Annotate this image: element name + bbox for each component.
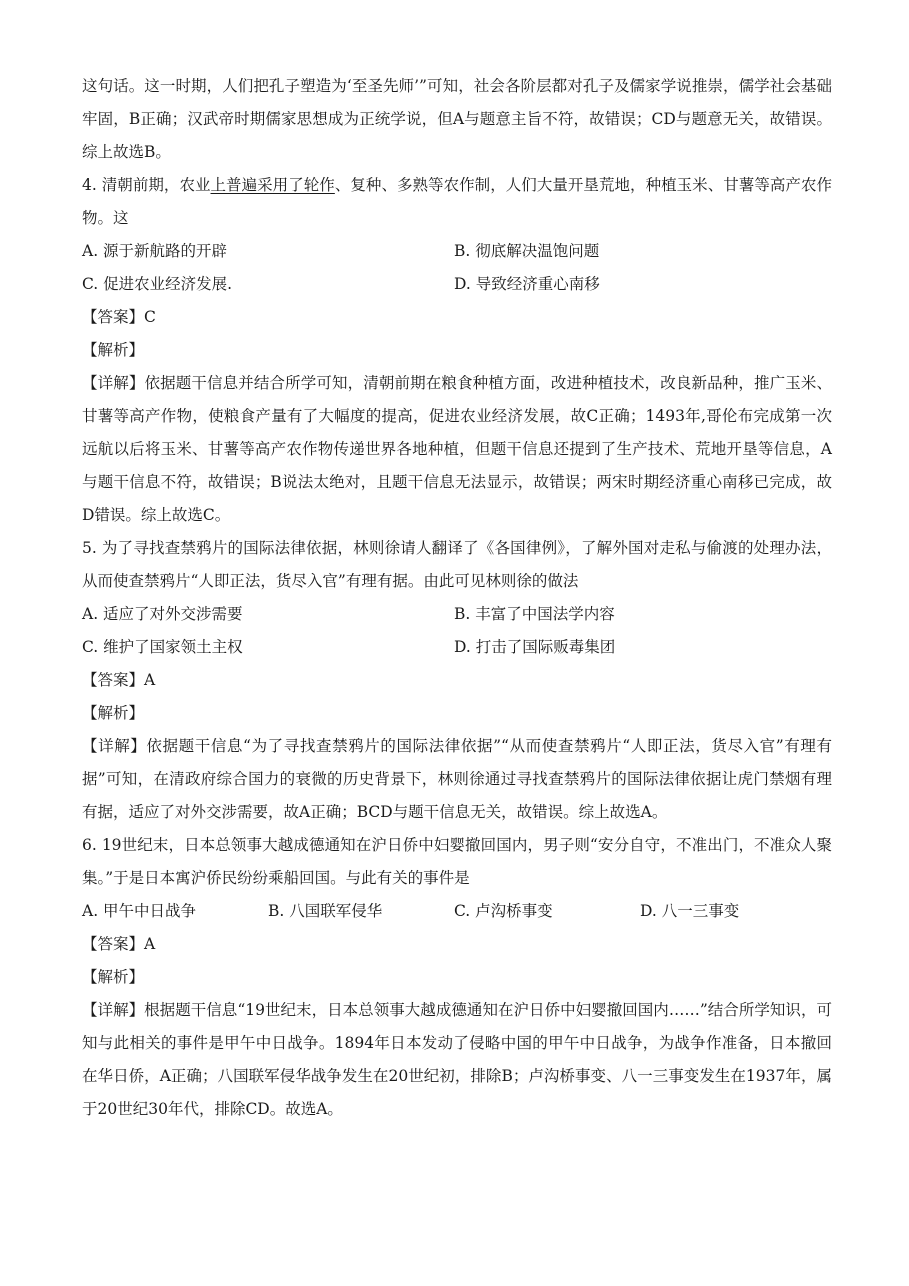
q3-analysis-tail: 这句话。这一时期，人们把孔子塑造为‘至圣先师’”可知，社会各阶层都对孔子及儒家学说推崇，儒学社会基础牢固，B正确；汉武帝时期儒家思想成为正统学说，但A与题意主旨不符，故错误；CD与题意无关，故错误。综上故选B。 <box>82 77 832 161</box>
q5-option-d: D. 打击了国际贩毒集团 <box>454 638 616 656</box>
q4-stem: 4. 清朝前期，农业上普遍采用了轮作、复种、多熟等农作制，人们大量开垦荒地，种植玉米、甘薯等高产农作物。这 <box>82 176 832 227</box>
q4-answer: 【答案】C <box>82 308 156 326</box>
q6-answer: 【答案】A <box>82 935 156 953</box>
q6-option-b: B. 八国联军侵华 <box>268 902 383 920</box>
q5-stem: 5. 为了寻找查禁鸦片的国际法律依据，林则徐请人翻译了《各国律例》，了解外国对走私与偷渡的处理办法，从而使查禁鸦片“人即正法，货尽入官”有理有据。由此可见林则徐的做法 <box>82 539 832 590</box>
q4-option-c: C. 促进农业经济发展. <box>82 275 233 293</box>
q6-option-c: C. 卢沟桥事变 <box>454 902 553 920</box>
q4-option-b: B. 彻底解决温饱问题 <box>454 242 600 260</box>
q5-option-c: C. 维护了国家领土主权 <box>82 638 243 656</box>
q6-options <box>82 895 832 928</box>
q4-underlined-text: 上普遍采用了轮作 <box>210 176 335 194</box>
q4-detail: 【详解】依据题干信息并结合所学可知，清朝前期在粮食种植方面，改进种植技术，改良新品种，推广玉米、甘薯等高产作物，使粮食产量有了大幅度的提高，促进农业经济发展，故C正确；1493年,哥伦布完成第一次远航以后将玉米、甘薯等高产农作物传递世界各地种植，但题干信息还提到了生产技术、荒地开垦等信息，A与题干信息不符，故错误；B说法太绝对，且题干信息无法显示，故错误；两宋时期经济重心南移已完成，故D错误。综上故选C。 <box>82 374 832 524</box>
content-column <box>82 70 832 1126</box>
q5-option-b: B. 丰富了中国法学内容 <box>454 605 615 623</box>
q6-analysis-label: 【解析】 <box>82 968 145 986</box>
q6-option-a: A. 甲午中日战争 <box>82 902 197 920</box>
q4-analysis-label: 【解析】 <box>82 341 145 359</box>
q4-option-a: A. 源于新航路的开辟 <box>82 242 228 260</box>
q6-stem: 6. 19世纪末，日本总领事大越成德通知在沪日侨中妇婴撤回国内，男子则“安分自守，不准出门，不准众人聚集。”于是日本寓沪侨民纷纷乘船回国。与此有关的事件是 <box>82 836 832 887</box>
q5-analysis-label: 【解析】 <box>82 704 145 722</box>
q4-option-d: D. 导致经济重心南移 <box>454 275 600 293</box>
q5-option-a: A. 适应了对外交涉需要 <box>82 605 243 623</box>
q5-detail: 【详解】依据题干信息“为了寻找查禁鸦片的国际法律依据”“从而使查禁鸦片“人即正法，货尽入官”有理有据”可知，在清政府综合国力的衰微的历史背景下，林则徐通过寻找查禁鸦片的国际法律依据让虎门禁烟有理有据，适应了对外交涉需要，故A正确；BCD与题干信息无关，故错误。综上故选A。 <box>82 737 832 821</box>
q5-answer: 【答案】A <box>82 671 156 689</box>
q4-options <box>82 235 832 301</box>
q5-options <box>82 598 832 664</box>
q6-option-d: D. 八一三事变 <box>640 902 740 920</box>
q6-detail: 【详解】根据题干信息“19世纪末，日本总领事大越成德通知在沪日侨中妇婴撤回国内……”结合所学知识，可知与此相关的事件是甲午中日战争。1894年日本发动了侵略中国的甲午中日战争，为战争作准备，日本撤回在华日侨，A正确；八国联军侵华战争发生在20世纪初，排除B；卢沟桥事变、八一三事变发生在1937年，属于20世纪30年代，排除CD。故选A。 <box>82 1001 832 1118</box>
